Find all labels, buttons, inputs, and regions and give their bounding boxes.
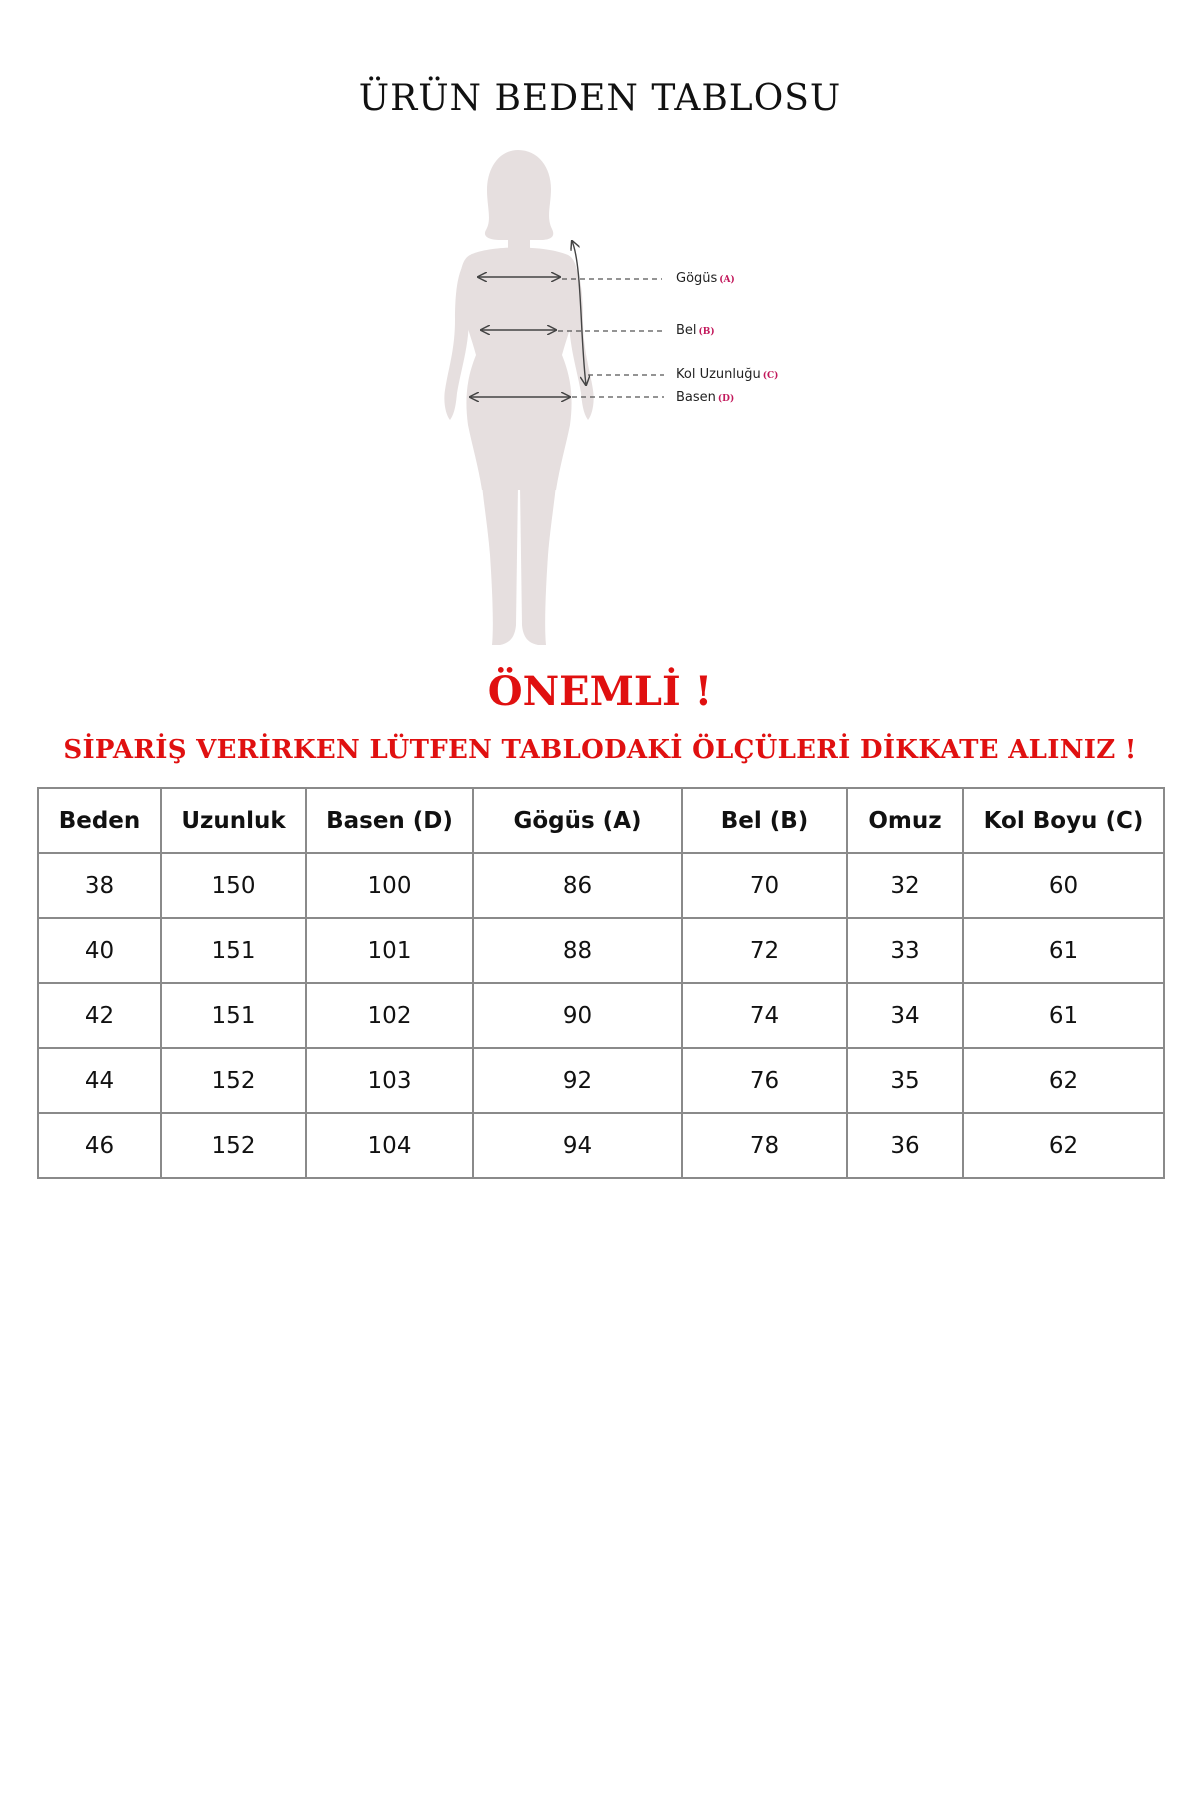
table-cell: 152: [161, 1113, 306, 1178]
table-header-row: [38, 788, 1164, 853]
table-cell: 103: [306, 1048, 473, 1113]
table-cell: 78: [682, 1113, 847, 1178]
table-row: [38, 853, 1164, 918]
table-cell: 61: [963, 918, 1164, 983]
size-table: [37, 787, 1165, 1179]
table-cell: 88: [473, 918, 682, 983]
table-cell: 46: [38, 1113, 161, 1178]
table-cell: 34: [847, 983, 963, 1048]
table-cell: 86: [473, 853, 682, 918]
order-notice: SİPARİŞ VERİRKEN LÜTFEN TABLODAKİ ÖLÇÜLERİ DİKKATE ALINIZ !: [63, 735, 1137, 765]
table-cell: 151: [161, 918, 306, 983]
table-cell: 102: [306, 983, 473, 1048]
table-cell: 94: [473, 1113, 682, 1178]
table-cell: 74: [682, 983, 847, 1048]
page-title: ÜRÜN BEDEN TABLOSU: [358, 78, 842, 119]
table-cell: 42: [38, 983, 161, 1048]
body-measurement-figure: [0, 145, 1200, 645]
table-cell: 33: [847, 918, 963, 983]
table-cell: 62: [963, 1048, 1164, 1113]
table-cell: 38: [38, 853, 161, 918]
header-size: Beden: [38, 788, 161, 853]
table-cell: 101: [306, 918, 473, 983]
table-cell: 90: [473, 983, 682, 1048]
legend-hip: Basen (D): [676, 390, 735, 405]
table-cell: 40: [38, 918, 161, 983]
legend-chest: Gögüs (A): [676, 271, 735, 286]
table-cell: 35: [847, 1048, 963, 1113]
header-chest: Gögüs (A): [473, 788, 682, 853]
header-length: Uzunluk: [161, 788, 306, 853]
table-row: [38, 1048, 1164, 1113]
table-cell: 70: [682, 853, 847, 918]
table-cell: 36: [847, 1113, 963, 1178]
table-cell: 150: [161, 853, 306, 918]
header-sleeve-length: Kol Boyu (C): [963, 788, 1164, 853]
table-cell: 104: [306, 1113, 473, 1178]
table-cell: 62: [963, 1113, 1164, 1178]
table-cell: 152: [161, 1048, 306, 1113]
table-row: [38, 1113, 1164, 1178]
table-cell: 100: [306, 853, 473, 918]
table-cell: 61: [963, 983, 1164, 1048]
table-cell: 151: [161, 983, 306, 1048]
table-cell: 44: [38, 1048, 161, 1113]
table-cell: 72: [682, 918, 847, 983]
legend-waist: Bel (B): [676, 323, 715, 338]
legend-sleeve-length: Kol Uzunluğu (C): [676, 367, 779, 382]
important-heading: ÖNEMLİ !: [487, 668, 713, 715]
table-cell: 32: [847, 853, 963, 918]
table-cell: 92: [473, 1048, 682, 1113]
table-cell: 60: [963, 853, 1164, 918]
header-shoulder: Omuz: [847, 788, 963, 853]
table-row: [38, 918, 1164, 983]
table-cell: 76: [682, 1048, 847, 1113]
table-row: [38, 983, 1164, 1048]
silhouette-illustration: [0, 145, 1200, 645]
header-waist: Bel (B): [682, 788, 847, 853]
header-hip: Basen (D): [306, 788, 473, 853]
